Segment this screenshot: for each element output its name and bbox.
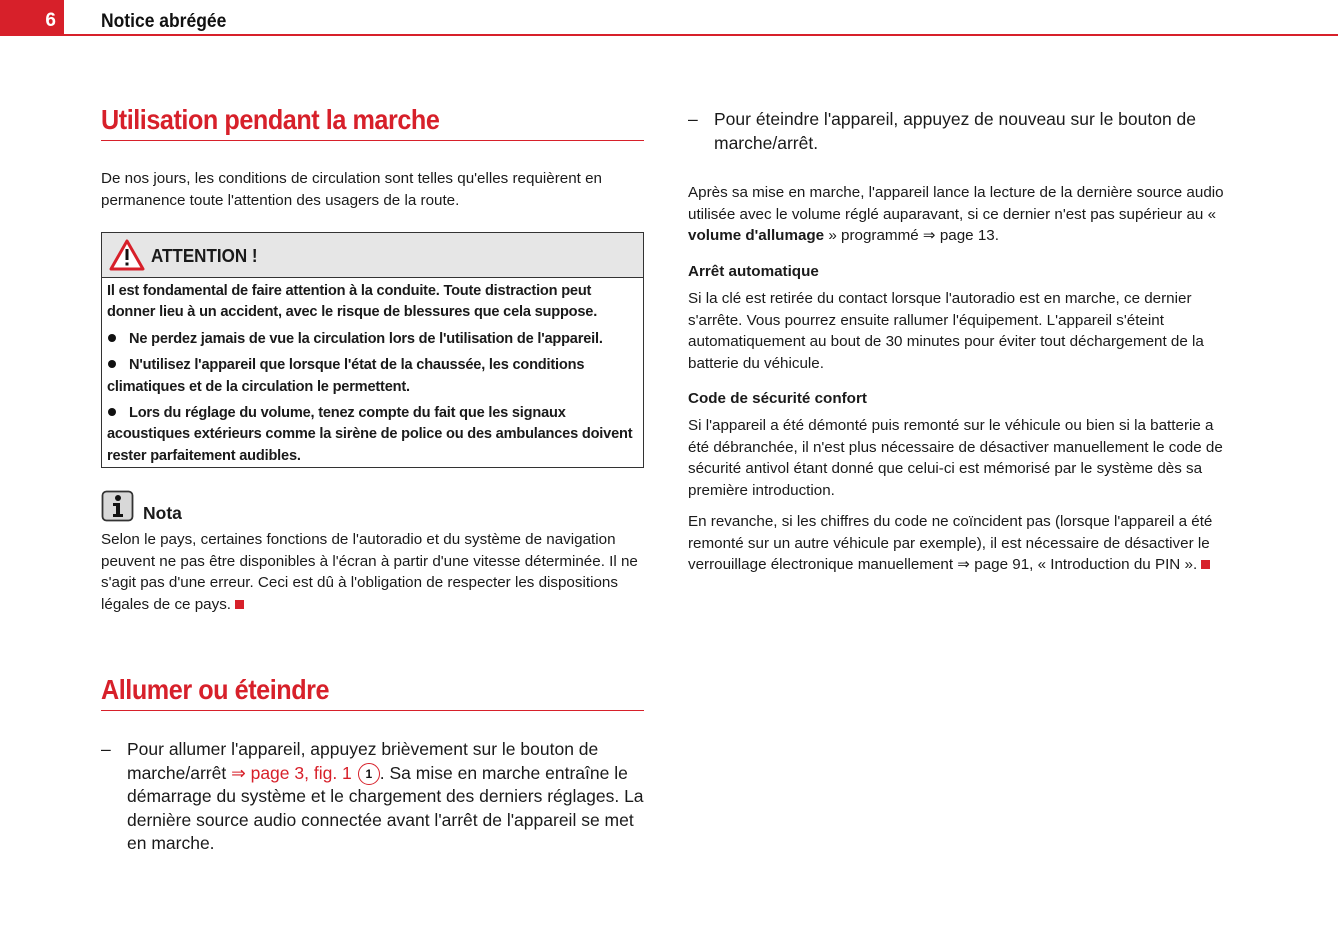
step-dash: – [688, 109, 698, 129]
note-title: Nota [143, 503, 182, 523]
end-of-section-marker [235, 600, 244, 609]
note-text [101, 529, 644, 615]
auto-off-paragraph: Si la clé est retirée du contact lorsque l'autoradio est en marche, ce dernier s'arrête. Vous pourrez ensuite rallumer l'équipement. L'appareil s'éteint automatiquement au bout de 30 minutes pour éviter tout déchargement de la batterie du véhicule. [688, 290, 1204, 372]
paragraph-text: En revanche, si les chiffres du code ne coïncident pas (lorsque l'appareil a été remonté sur un autre véhicule par exemple), il est nécessaire de désactiver le verrouillage électronique manuellement ⇒ page 91, « Introduction du PIN ». [688, 513, 1213, 573]
intro-paragraph: De nos jours, les conditions de circulation sont telles qu'elles requièrent en permanence toute l'attention des usagers de la route. [101, 170, 602, 209]
page-header [0, 0, 1338, 36]
section-title-text: Allumer ou éteindre [101, 674, 330, 705]
bullet-icon [108, 360, 116, 368]
info-icon [101, 490, 134, 522]
step-turn-on [101, 738, 644, 856]
section-title-utilisation [101, 104, 644, 141]
warning-box [101, 232, 644, 468]
bullet-icon [108, 334, 116, 342]
callout-number: 1 [358, 763, 380, 785]
warning-header [102, 233, 643, 278]
warning-lead: Il est fondamental de faire attention à la conduite. Toute distraction peut donner lieu à un accident, avec le risque de blessures que cela suppose. [107, 283, 598, 321]
page-reference-link[interactable]: ⇒ page 3, fig. 1 [231, 762, 352, 783]
bullet-text: Ne perdez jamais de vue la circulation lors de l'utilisation de l'appareil. [129, 330, 603, 347]
bullet-icon [108, 408, 116, 416]
step-dash: – [101, 739, 111, 759]
bold-term: volume d'allumage [688, 227, 825, 244]
step-text: Pour allumer l'appareil, appuyez brièvement sur le bouton de marche/arrêt [127, 739, 599, 783]
step-turn-off-text: Pour éteindre l'appareil, appuyez de nouveau sur le bouton de marche/arrêt. [714, 109, 1197, 153]
header-title: Notice abrégée [101, 11, 227, 32]
page-number-box [0, 0, 64, 36]
page-number: 6 [45, 10, 56, 31]
bullet-text: N'utilisez l'appareil que lorsque l'état de la chaussée, les conditions climatiques et de la circulation le permettent. [107, 357, 585, 395]
warning-body [102, 278, 643, 467]
warning-bullet [107, 355, 638, 398]
warning-bullet [107, 329, 638, 350]
header-rule [64, 34, 1338, 36]
paragraph-text: Après sa mise en marche, l'appareil lance la lecture de la dernière source audio utilisée avec le volume réglé auparavant, si ce dernier n'est pas supérieur au « [688, 184, 1224, 223]
note-text-content: Selon le pays, certaines fonctions de l'autoradio et du système de navigation peuvent ne pas être disponibles à l'écran à partir d'une vitesse déterminée. Il ne s'agit pas d'une erreur. Ceci est dû à l'obligation de respecter les dispositions légales de ce pays. [101, 531, 638, 613]
bullet-text: Lors du réglage du volume, tenez compte du fait que les signaux acoustiques extérieurs comme la sirène de police ou des ambulances doivent rester parfaitement audibles. [107, 405, 633, 464]
section-title-allumer [101, 674, 644, 711]
step-text: . Sa mise en marche entraîne le démarrage du système et le chargement des derniers réglages. La dernière source audio connectée avant l'arrêt de l'appareil se met en marche. [127, 762, 644, 853]
after-start-paragraph [688, 182, 1231, 247]
paragraph-text: » programmé ⇒ page 13. [824, 227, 999, 244]
end-of-section-marker [1201, 560, 1210, 569]
step-turn-off [688, 108, 1231, 155]
warning-bullet [107, 403, 638, 467]
subheading-security-code: Code de sécurité confort [688, 390, 867, 407]
subheading-auto-off: Arrêt automatique [688, 263, 819, 280]
warning-title: ATTENTION ! [151, 245, 258, 266]
section-title-text: Utilisation pendant la marche [101, 104, 440, 135]
security-code-paragraph-2 [688, 511, 1231, 576]
security-code-paragraph-1: Si l'appareil a été démonté puis remonté sur le véhicule ou bien si la batterie a été débranchée, il n'est plus nécessaire de désactiver manuellement le code de sécurité antivol étant donné que celui-ci est mémorisé par le système dès sa première introduction. [688, 417, 1223, 499]
warning-triangle-icon [109, 239, 145, 271]
step-turn-on-text [127, 738, 644, 856]
